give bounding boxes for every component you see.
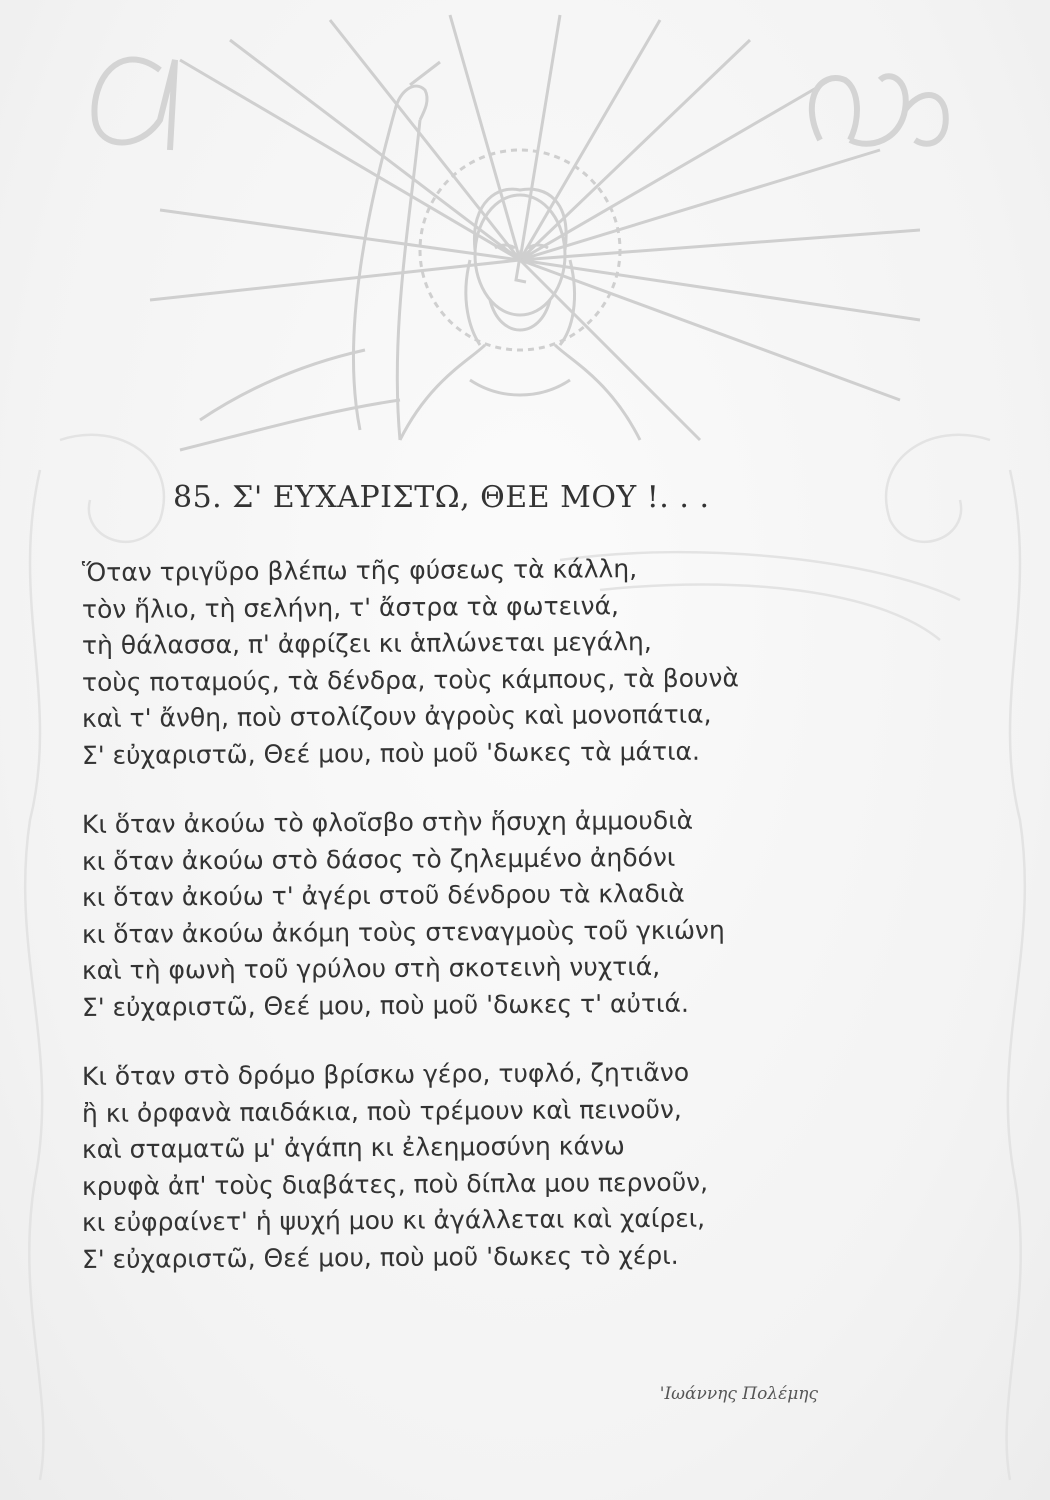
verse-line: καὶ τὴ φωνὴ τοῦ γρύλου στὴ σκοτεινὴ νυχτιά, bbox=[81, 951, 661, 985]
verse-line: τοὺς ποταμούς, τὰ δένδρα, τοὺς κάμπους, τὰ βουνὰ bbox=[81, 662, 739, 697]
verse-line: κι εὐφραίνετ' ἡ ψυχή μου κι ἀγάλλεται καὶ χαίρει, bbox=[81, 1203, 706, 1237]
stanza bbox=[82, 807, 962, 1026]
verse-line: κρυφὰ ἀπ' τοὺς διαβάτες, ποὺ δίπλα μου περνοῦν, bbox=[81, 1167, 709, 1201]
verse-line: κι ὅταν ἀκούω στὸ δάσος τὸ ζηλεμμένο ἀηδόνι bbox=[81, 842, 676, 876]
christ-pantocrator-illustration bbox=[0, 0, 1050, 470]
poem-body bbox=[82, 555, 962, 1311]
verse-line: ἢ κι ὀρφανὰ παιδάκια, ποὺ τρέμουν καὶ πεινοῦν, bbox=[81, 1094, 682, 1128]
stanza bbox=[82, 555, 962, 774]
verse-line: τὸν ἥλιο, τὴ σελήνη, τ' ἄστρα τὰ φωτεινά, bbox=[81, 590, 620, 624]
verse-line: Κι ὅταν στὸ δρόμο βρίσκω γέρο, τυφλό, ζητιᾶνο bbox=[81, 1057, 690, 1091]
verse-line: καὶ τ' ἄνθη, ποὺ στολίζουν ἀγροὺς καὶ μονοπάτια, bbox=[81, 699, 712, 733]
verse-line: Ὅταν τριγῦρο βλέπω τῆς φύσεως τὰ κάλλη, bbox=[81, 554, 638, 587]
poem-title: 85. Σ' ΕΥΧΑΡΙΣΤΩ, ΘΕΕ ΜΟΥ !. . . bbox=[173, 480, 710, 515]
stanza bbox=[82, 1059, 962, 1278]
verse-line: Κι ὅταν ἀκούω τὸ φλοῖσβο στὴν ἥσυχη ἀμμουδιὰ bbox=[81, 805, 694, 839]
verse-line: Σ' εὐχαριστῶ, Θεέ μου, ποὺ μοῦ 'δωκες τ' αὐτιά. bbox=[81, 988, 689, 1022]
verse-line: κι ὅταν ἀκούω τ' ἀγέρι στοῦ δένδρου τὰ κλαδιὰ bbox=[81, 878, 685, 912]
verse-line: καὶ σταματῶ μ' ἀγάπη κι ἐλεημοσύνη κάνω bbox=[81, 1131, 625, 1164]
verse-line: τὴ θάλασσα, π' ἀφρίζει κι ἁπλώνεται μεγάλη, bbox=[81, 627, 652, 660]
author-signature: 'Ιωάννης Πολέμης bbox=[659, 1384, 818, 1404]
verse-line: κι ὅταν ἀκούω ἀκόμη τοὺς στεναγμοὺς τοῦ γκιώνη bbox=[81, 915, 725, 949]
verse-line: Σ' εὐχαριστῶ, Θεέ μου, ποὺ μοῦ 'δωκες τὸ χέρι. bbox=[81, 1240, 679, 1274]
verse-line: Σ' εὐχαριστῶ, Θεέ μου, ποὺ μοῦ 'δωκες τὰ μάτια. bbox=[81, 736, 701, 770]
